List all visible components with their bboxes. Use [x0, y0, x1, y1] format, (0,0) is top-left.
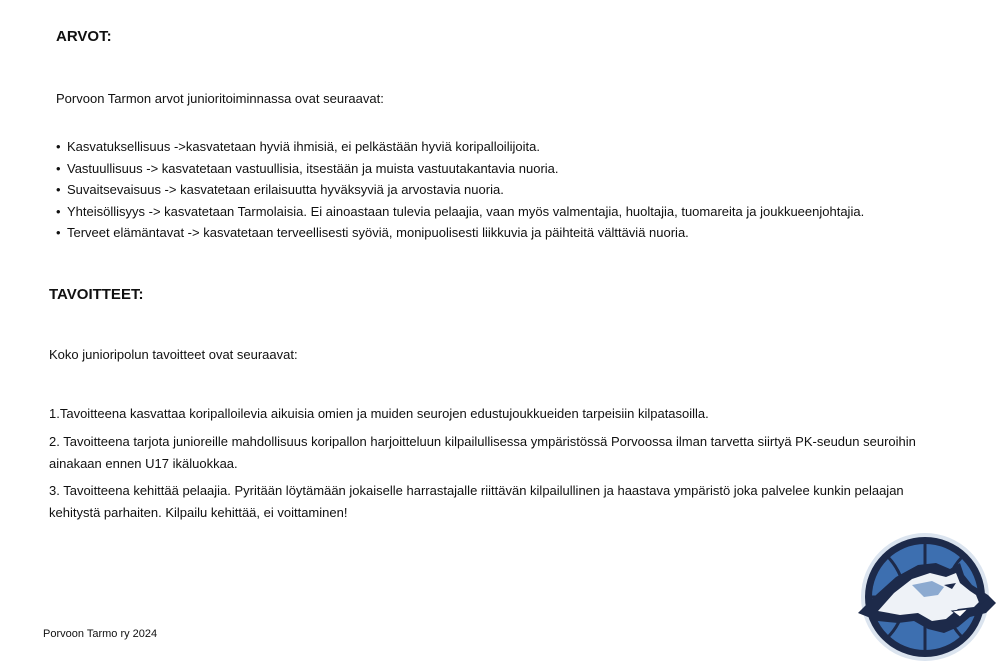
tavoitteet-intro: Koko junioripolun tavoitteet ovat seuraavat:	[49, 347, 298, 362]
bear-basketball-logo	[848, 525, 998, 665]
bullet-icon: •	[56, 182, 61, 198]
list-item: • Suvaitsevaisuus -> kasvatetaan erilaisuutta hyväksyviä ja arvostavia nuoria.	[56, 179, 864, 201]
bullet-icon: •	[56, 203, 61, 219]
list-item: • Yhteisöllisyys -> kasvatetaan Tarmolaisia. Ei ainoastaan tulevia pelaajia, vaan myös valmentajia, huoltajia, tuomareita ja joukkueenjohtajia.	[56, 201, 864, 223]
logo-graphic	[848, 525, 998, 665]
tavoitteet-heading: TAVOITTEET:	[49, 286, 144, 303]
goal-item-3: 3. Tavoitteena kehittää pelaajia. Pyritään löytämään jokaiselle harrastajalle riittävän kilpailullinen ja haastava ympäristö joka palvelee kunkin pelaajan kehitystä parhaiten. Kilpailu kehittää, ei voittaminen!	[49, 483, 904, 520]
bullet-icon: •	[56, 160, 61, 176]
footer-text: Porvoon Tarmo ry 2024	[43, 628, 158, 640]
list-item: • Kasvatuksellisuus ->kasvatetaan hyviä ihmisiä, ei pelkästään hyviä koripalloilijoita.	[56, 136, 864, 158]
arvot-list	[56, 136, 864, 244]
arvot-heading: ARVOT:	[56, 28, 112, 45]
arvot-intro: Porvoon Tarmon arvot junioritoiminnassa ovat seuraavat:	[56, 91, 384, 106]
goal-item-2: 2. Tavoitteena tarjota junioreille mahdollisuus koripallon harjoitteluun kilpailullisessa ympäristössä Porvoossa ilman tarvetta siirtyä PK-seudun seuroihin ainakaan ennen U17 ikäluokkaa.	[49, 434, 916, 471]
bullet-icon: •	[56, 139, 61, 154]
bullet-icon: •	[56, 225, 61, 241]
goal-item-1: 1.Tavoitteena kasvattaa koripalloilevia aikuisia omien ja muiden seurojen edustujoukkueiden tarpeisiin kilpatasoilla.	[49, 406, 709, 421]
list-item: • Terveet elämäntavat -> kasvatetaan terveellisesti syöviä, monipuolisesti liikkuvia ja päihteitä välttäviä nuoria.	[56, 222, 864, 244]
list-item: • Vastuullisuus -> kasvatetaan vastuullisia, itsestään ja muista vastuutakantavia nuoria.	[56, 158, 864, 180]
